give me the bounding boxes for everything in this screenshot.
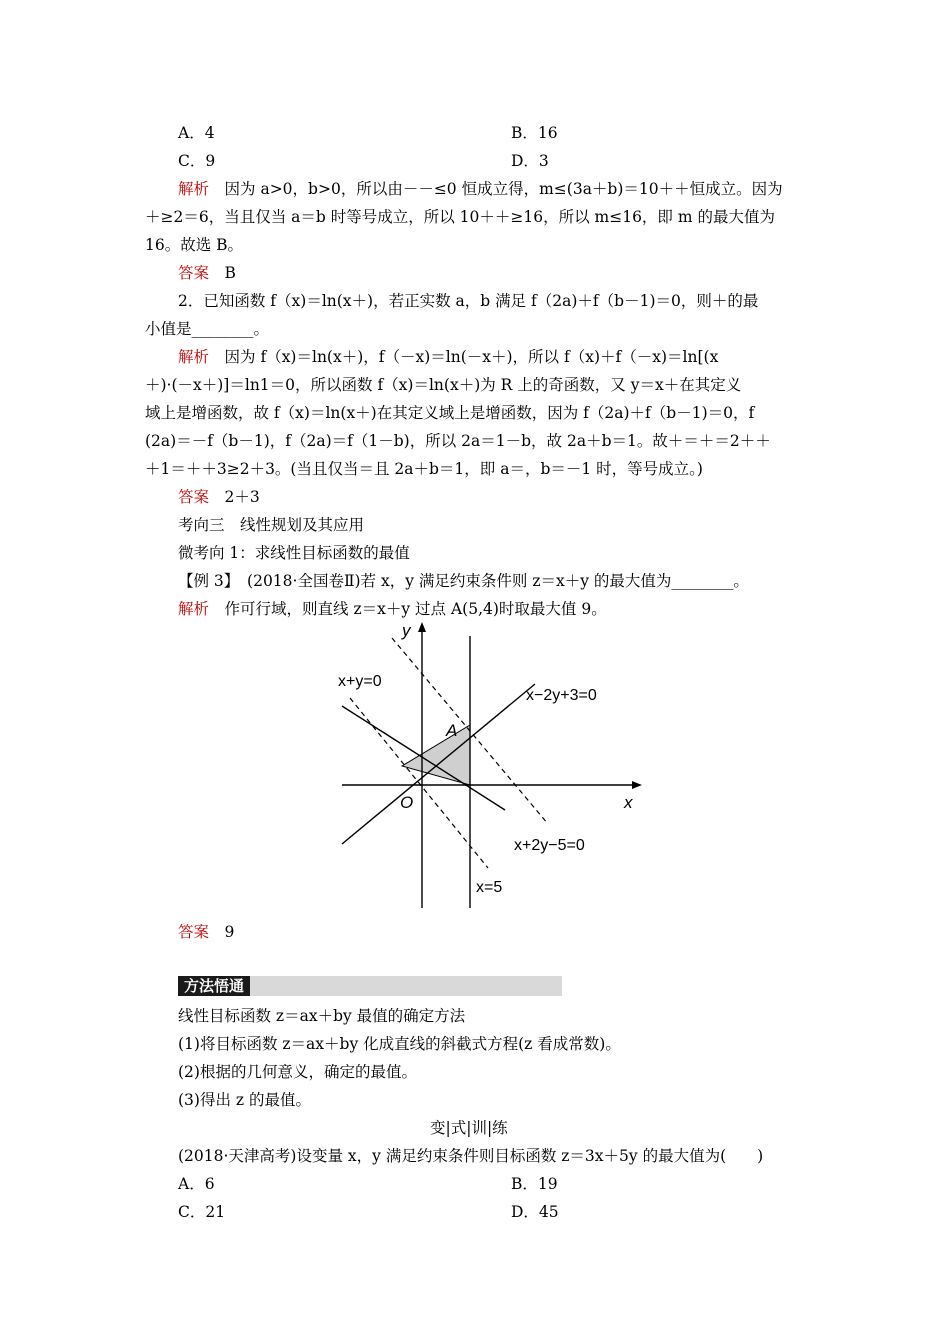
q1-analysis-line2: ＋≥2＝6，当且仅当 a＝b 时等号成立，所以 10＋＋≥16，所以 m≤16，即 m 的最大值为	[145, 208, 775, 226]
q2-analysis-line3: 域上是增函数，故 f（x)＝ln(x＋)在其定义域上是增函数，因为 f（2a)＋f（b－1)＝0，f	[145, 404, 755, 422]
sub-heading: 微考向 1：求线性目标函数的最值	[178, 544, 410, 562]
line-x-2y-5	[342, 706, 505, 810]
option-d: D．3	[511, 152, 549, 170]
label-x-2y-5: x+2y−5=0	[514, 837, 585, 854]
practice-heading: 变|式|训|练	[430, 1119, 508, 1137]
x-axis-label: x	[624, 793, 633, 812]
section-heading: 考向三 线性规划及其应用	[178, 516, 365, 534]
analysis-label: 解析	[178, 348, 210, 366]
practice-option-a: A．6	[178, 1175, 215, 1193]
origin-label: O	[400, 793, 414, 812]
practice-stem: (2018·天津高考)设变量 x，y 满足约束条件则目标函数 z＝3x＋5y 的最大值为( )	[178, 1147, 764, 1165]
method-step-2: (2)根据的几何意义，确定的最值。	[178, 1063, 417, 1081]
method-step-1: (1)将目标函数 z＝ax＋by 化成直线的斜截式方程(z 看成常数)。	[178, 1035, 621, 1053]
method-step-3: (3)得出 z 的最值。	[178, 1091, 311, 1109]
y-axis-label: y	[402, 621, 411, 640]
label-x-5: x=5	[476, 879, 503, 896]
line-x-2y-3	[342, 684, 535, 844]
label-x-2y-3: x−2y+3=0	[526, 687, 597, 704]
option-c: C．9	[178, 152, 216, 170]
example-analysis: 解析 作可行域，则直线 z＝x＋y 过点 A(5,4)时取最大值 9。	[178, 600, 607, 618]
q2-analysis-line2: ＋)·(－x＋)]＝ln1＝0，所以函数 f（x)＝ln(x＋)为 R 上的奇函数，又 y＝x＋在其定义	[145, 376, 742, 394]
y-axis-arrow	[418, 622, 426, 632]
method-banner	[178, 976, 562, 996]
point-a-label: A	[446, 721, 458, 740]
x-axis-arrow	[632, 781, 642, 789]
q1-analysis-line3: 16。故选 B。	[145, 236, 244, 254]
feasible-region-figure	[330, 618, 650, 910]
answer-label: 答案	[178, 923, 210, 941]
example-3: 【例 3】 (2018·全国卷Ⅱ)若 x，y 满足约束条件则 z＝x＋y 的最大值为________。	[178, 572, 749, 590]
practice-option-c: C．21	[178, 1203, 226, 1221]
q2-analysis-line1: 解析 因为 f（x)＝ln(x＋)，f（－x)＝ln(－x＋)，所以 f（x)＋f（－x)＝ln[(x	[178, 348, 719, 366]
method-tag: 方法悟通	[178, 976, 250, 996]
q2-answer: 答案 2＋3	[178, 488, 260, 506]
label-x-plus-y-0: x+y=0	[338, 673, 382, 690]
q2-stem-line2: 小值是________。	[145, 320, 270, 338]
practice-option-b: B．19	[511, 1175, 558, 1193]
q1-answer: 答案 B	[178, 264, 236, 282]
analysis-label: 解析	[178, 180, 210, 198]
practice-option-d: D．45	[511, 1203, 559, 1221]
answer-label: 答案	[178, 264, 210, 282]
example-answer: 答案 9	[178, 923, 235, 941]
method-title: 线性目标函数 z＝ax＋by 最值的确定方法	[178, 1007, 466, 1025]
q2-stem-line1: 2．已知函数 f（x)＝ln(x＋)，若正实数 a，b 满足 f（2a)＋f（b－1)＝0，则＋的最	[178, 292, 759, 310]
answer-label: 答案	[178, 488, 210, 506]
option-a: A．4	[178, 124, 215, 142]
analysis-label: 解析	[178, 600, 210, 618]
feasible-region	[402, 725, 470, 785]
q1-analysis-line1: 解析 因为 a>0，b>0，所以由－－≤0 恒成立得，m≤(3a＋b)＝10＋＋恒成立。因为	[178, 180, 783, 198]
q2-analysis-line5: ＋1＝＋＋3≥2＋3。(当且仅当＝且 2a＋b＝1，即 a＝，b＝－1 时，等号成立。)	[145, 460, 703, 478]
option-b: B．16	[511, 124, 558, 142]
q2-analysis-line4: (2a)＝－f（b－1)，f（2a)＝f（1－b)，所以 2a＝1－b，故 2a＋b＝1。故＋＝＋＝2＋＋	[145, 432, 771, 450]
